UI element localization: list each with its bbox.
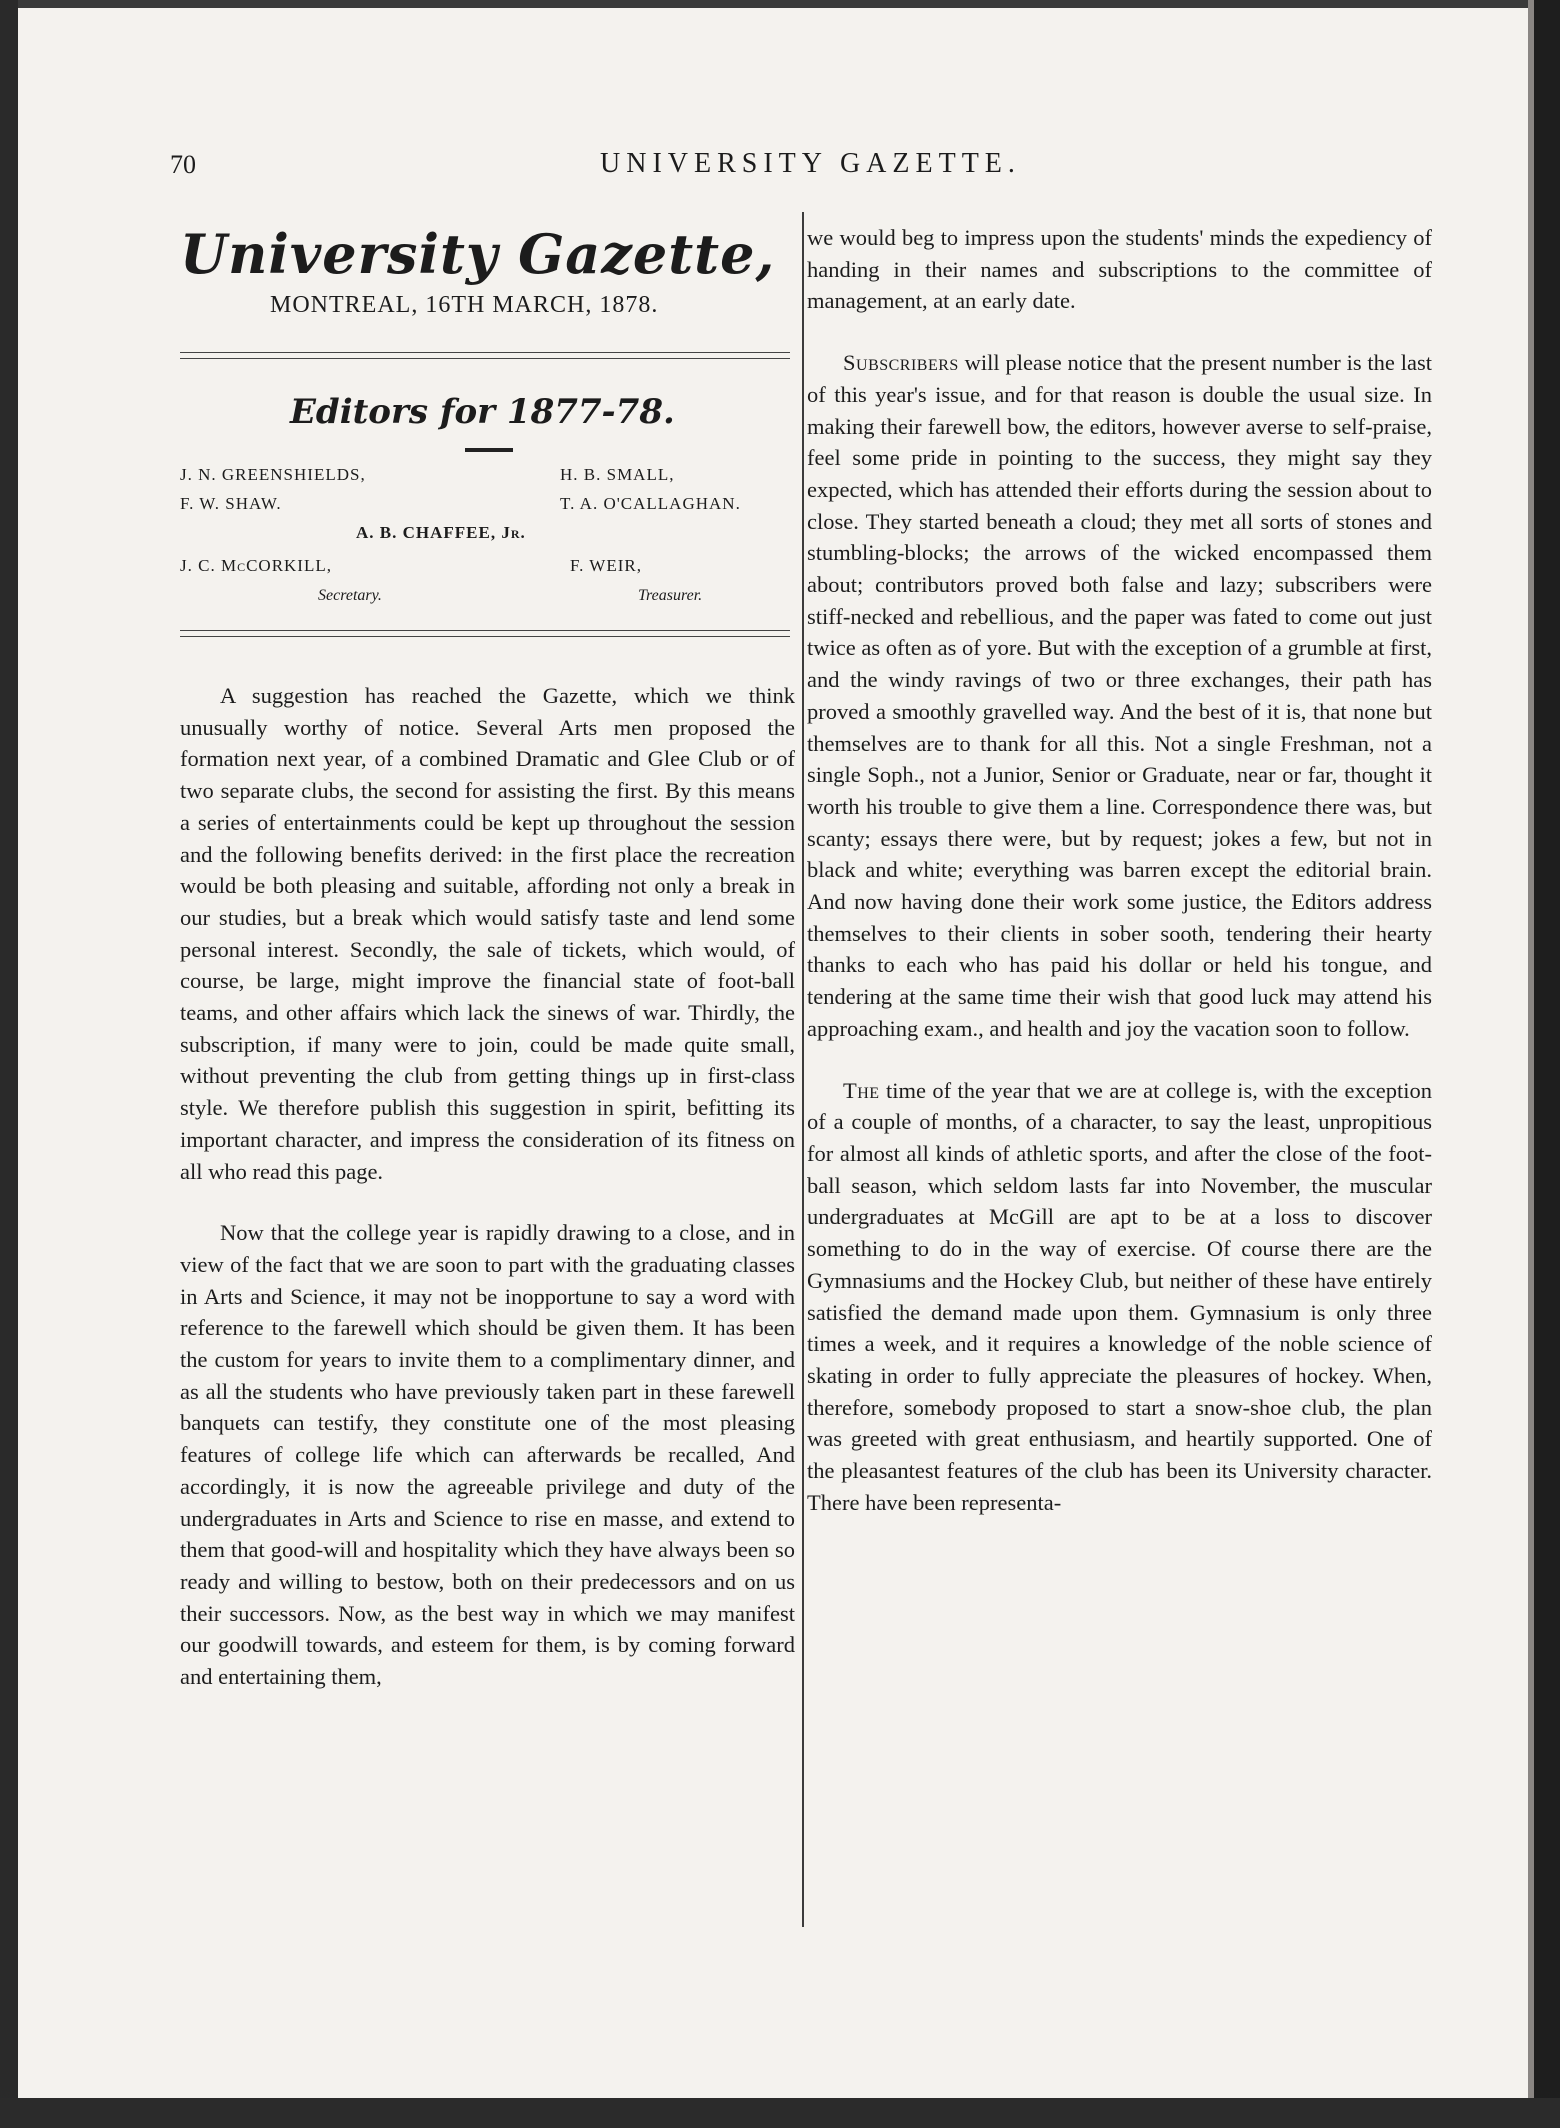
masthead-rule: [180, 352, 790, 359]
article-snowshoe-club: [807, 1075, 1432, 1519]
article-subscribers-lead: Subscribers: [843, 350, 959, 376]
editor-small: H. B. SMALL,: [560, 465, 675, 484]
editors-heading: Editors for 1877-78.: [290, 392, 675, 432]
masthead-title: University Gazette,: [180, 222, 776, 286]
article-farewell-continued: we would beg to impress upon the students' minds the expediency of handing in their names and subscriptions to the committee of management, at an early date.: [807, 225, 1432, 314]
editor-chaffee: A. B. CHAFFEE, Jr.: [356, 523, 526, 542]
article-dramatic-club: A suggestion has reached the Gazette, which we think unusually worthy of notice. Several Arts men proposed the formation next year, of a combined Dramatic and Glee Club or of two separate clubs, the second for assisting the first. By this means a series of entertainments could be kept up throughout the session and the following benefits derived: in the first place the recreation would be both pleasing and suitable, affording not only a break in our studies, but a break which would satisfy taste and lend some personal interest. Secondly, the sale of tickets, which would, of course, be large, might improve the financial state of foot-ball teams, and other affairs which lack the sinews of war. Thirdly, the subscription, if many were to join, could be made quite small, without preventing the club from getting things up in first-class style. We therefore publish this suggestion in spirit, befitting its important character, and impress the consideration of its fitness on all who read this page.: [180, 683, 795, 1184]
scan-border-left: [0, 0, 18, 2128]
right-column: [807, 222, 1432, 1518]
article-snowshoe-lead: The: [843, 1077, 880, 1103]
masthead-dateline: MONTREAL, 16TH MARCH, 1878.: [270, 292, 659, 318]
editor-weir: F. WEIR,: [570, 556, 642, 575]
scan-border-top: [0, 0, 1560, 8]
article-subscribers-body: will please notice that the present number is the last of this year's issue, and for that reason is double the usual size. In making their farewell bow, the editors, however averse to self-praise, feel some pride in pointing to the success, they might say they expected, which has attended their efforts during the session about to close. They started beneath a cloud; they met all sorts of stones and stumbling-blocks; the arrows of the wicked encompassed them about; contributors proved both false and lazy; subscribers were stiff-necked and rebellious, and the paper was fated to come out just twice as often as of yore. But with the exception of a grumble at first, and the windy ravings of two or three exchanges, their path has proved a smoothly gravelled way. And the best of it is, that none but themselves are to thank for all this. Not a single Freshman, not a single Soph., not a Junior, Senior or Graduate, near or far, thought it worth his trouble to give them a line. Correspondence there was, but scanty; essays there were, but by request; jokes a few, but not in black and white; everything was barren except the editorial brain. And now having done their work some justice, the Editors address themselves to their clients in sober sooth, tendering their hearty thanks to each who has paid his dollar or held his tongue, and tendering at the same time their wish that good luck may attend his approaching exam., and health and joy the vacation soon to follow.: [807, 350, 1432, 1041]
article-farewell-dinner: Now that the college year is rapidly drawing to a close, and in view of the fact that we are soon to part with the graduating classes in Arts and Science, it may not be inopportune to say a word with reference to the farewell which should be given them. It has been the custom for years to invite them to a complimentary dinner, and as all the students who have previously taken part in these farewell banquets can testify, they constitute one of the most pleasing features of college life which can afterwards be recalled, And accordingly, it is now the agreeable privilege and duty of the undergraduates in Arts and Science to rise en masse, and extend to them that good-will and hospitality which they have always been so ready and willing to bestow, both on their predecessors and on us their successors. Now, as the best way in which we may manifest our goodwill towards, and esteem for them, is by coming forward and entertaining them,: [180, 1220, 795, 1690]
article-snowshoe-body: time of the year that we are at college is, with the exception of a couple of months, of a character, to say the least, unpropitious for almost all kinds of athletic sports, and after the close of the foot-ball season, which seldom lasts far into November, the muscular undergraduates at McGill are apt to be at a loss to discover something to do in the way of exercise. Of course there are the Gymnasiums and the Hockey Club, but neither of these have entirely satisfied the demand made upon them. Gymnasium is only three times a week, and it requires a knowledge of the noble science of skating in order to fully appreciate the pleasures of hockey. When, therefore, somebody proposed to start a snow-shoe club, the plan was greeted with great enthusiasm, and heartily supported. One of the pleasantest features of the club has been its University character. There have been representa-: [807, 1077, 1432, 1515]
role-secretary: Secretary.: [318, 587, 382, 604]
editors-bottom-rule: [180, 630, 790, 637]
editor-ocallaghan: T. A. O'CALLAGHAN.: [560, 494, 741, 513]
editor-greenshields: J. N. GREENSHIELDS,: [180, 465, 366, 484]
running-title: UNIVERSITY GAZETTE.: [600, 148, 1021, 179]
running-head: [170, 150, 1440, 190]
role-treasurer: Treasurer.: [638, 587, 703, 604]
editor-shaw: F. W. SHAW.: [180, 494, 282, 513]
masthead: [180, 222, 790, 319]
scan-border-right: [1534, 0, 1560, 2128]
column-divider: [802, 212, 804, 1927]
article-subscribers: [807, 347, 1432, 1044]
left-column: [180, 680, 795, 1693]
editors-heading-rule: [465, 448, 513, 452]
page-number: 70: [170, 150, 196, 179]
scan-border-bottom: [0, 2098, 1560, 2128]
editor-mccorkill: J. C. McCORKILL,: [180, 556, 332, 575]
